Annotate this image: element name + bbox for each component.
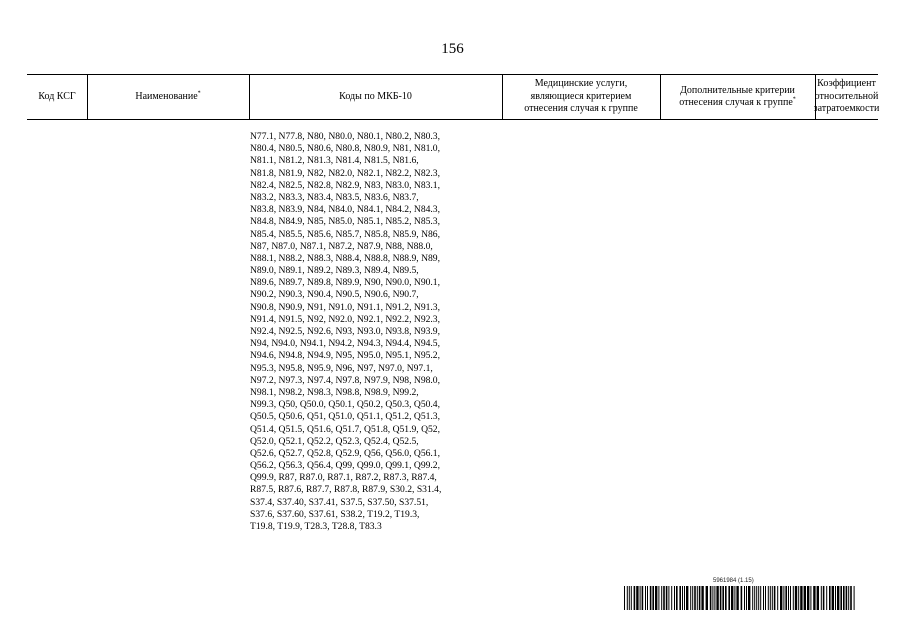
- header-name-label: Наименование: [135, 90, 198, 102]
- icd-code-line: N87, N87.0, N87.1, N87.2, N87.9, N88, N88.0,: [250, 240, 433, 252]
- icd-code-line: N82.4, N82.5, N82.8, N82.9, N83, N83.0, N83.1,: [250, 179, 441, 191]
- icd-code-line: N95.3, N95.8, N95.9, N96, N97, N97.0, N97.1,: [250, 362, 433, 374]
- icd-code-line: R87.5, R87.6, R87.7, R87.8, R87.9, S30.2, S31.4,: [250, 484, 442, 496]
- icd-codes-cell: [250, 131, 480, 533]
- icd-code-line: N83.2, N83.3, N83.4, N83.5, N83.6, N83.7,: [250, 191, 419, 203]
- header-criteria-line: отнесения случая к группе: [679, 97, 793, 108]
- icd-code-line: N80.4, N80.5, N80.6, N80.8, N80.9, N81, N81.0,: [250, 143, 441, 155]
- header-services-line: Медицинские услуги,: [534, 78, 628, 90]
- icd-code-line: N85.4, N85.5, N85.6, N85.7, N85.8, N85.9, N86,: [250, 228, 441, 240]
- icd-code-line: N91.4, N91.5, N92, N92.0, N92.1, N92.2, N92.3,: [250, 313, 441, 325]
- table-header: [27, 74, 878, 120]
- document-id: 5961984 (1.15): [713, 578, 754, 584]
- header-additional-criteria: [660, 75, 815, 119]
- icd-code-line: N89.0, N89.1, N89.2, N89.3, N89.4, N89.5,: [250, 265, 419, 277]
- icd-code-line: N99.3, Q50, Q50.0, Q50.1, Q50.2, Q50.3, Q50.4,: [250, 399, 441, 411]
- icd-code-line: Q51.4, Q51.5, Q51.6, Q51.7, Q51.8, Q51.9, Q52,: [250, 423, 441, 435]
- icd-code-line: N83.8, N83.9, N84, N84.0, N84.1, N84.2, N84.3,: [250, 204, 441, 216]
- header-code-ksg: [27, 75, 87, 119]
- icd-code-line: N81.8, N81.9, N82, N82.0, N82.1, N82.2, N82.3,: [250, 167, 441, 179]
- header-icd-codes: [249, 75, 502, 119]
- icd-code-line: Q52.0, Q52.1, Q52.2, Q52.3, Q52.4, Q52.5,: [250, 435, 419, 447]
- icd-code-line: N81.1, N81.2, N81.3, N81.4, N81.5, N81.6,: [250, 155, 419, 167]
- icd-code-line: N97.2, N97.3, N97.4, N97.8, N97.9, N98, N98.0,: [250, 374, 441, 386]
- icd-code-line: N89.6, N89.7, N89.8, N89.9, N90, N90.0, N90.1,: [250, 277, 441, 289]
- icd-code-line: Q56.2, Q56.3, Q56.4, Q99, Q99.0, Q99.1, Q99.2,: [250, 460, 441, 472]
- header-criteria-mark: *: [792, 96, 796, 103]
- icd-code-line: N88.1, N88.2, N88.3, N88.4, N88.8, N88.9, N89,: [250, 252, 441, 264]
- icd-code-line: Q50.5, Q50.6, Q51, Q51.0, Q51.1, Q51.2, Q51.3,: [250, 411, 441, 423]
- icd-code-line: S37.4, S37.40, S37.41, S37.5, S37.50, S37.51,: [250, 496, 429, 508]
- header-coef-line: Коэффициент: [817, 78, 876, 90]
- icd-code-line: N94.6, N94.8, N94.9, N95, N95.0, N95.1, N95.2,: [250, 350, 441, 362]
- icd-code-line: N77.1, N77.8, N80, N80.0, N80.1, N80.2, N80.3,: [250, 131, 441, 142]
- icd-code-line: N90.2, N90.3, N90.4, N90.5, N90.6, N90.7,: [250, 289, 419, 301]
- header-criteria-line: Дополнительные критерии: [680, 84, 795, 96]
- icd-code-line: Q52.6, Q52.7, Q52.8, Q52.9, Q56, Q56.0, Q56.1,: [250, 447, 441, 459]
- header-services-line: являющиеся критерием: [530, 90, 632, 102]
- header-name-mark: *: [197, 90, 201, 97]
- icd-code-line: N94, N94.0, N94.1, N94.2, N94.3, N94.4, N94.5,: [250, 338, 441, 350]
- icd-code-line: Q99.9, R87, R87.0, R87.1, R87.2, R87.3, R87.4,: [250, 472, 437, 484]
- icd-code-line: T19.8, T19.9, T28.3, T28.8, T83.3: [250, 521, 382, 532]
- header-coef-line: относительной: [814, 90, 879, 102]
- header-coef-line: затратоемкости: [813, 103, 880, 115]
- icd-code-line: N90.8, N90.9, N91, N91.0, N91.1, N91.2, N91.3,: [250, 301, 441, 313]
- icd-code-line: S37.6, S37.60, S37.61, S38.2, T19.2, T19.3,: [250, 508, 420, 520]
- header-medical-services: [502, 75, 660, 119]
- icd-code-line: N84.8, N84.9, N85, N85.0, N85.1, N85.2, N85.3,: [250, 216, 441, 228]
- icd-code-line: N98.1, N98.2, N98.3, N98.8, N98.9, N99.2,: [250, 386, 419, 398]
- header-icd-codes-label: Коды по МКБ-10: [339, 90, 412, 102]
- icd-code-line: N92.4, N92.5, N92.6, N93, N93.0, N93.8, N93.9,: [250, 326, 441, 337]
- page-number: 156: [441, 41, 464, 57]
- barcode-icon: [624, 586, 856, 610]
- header-services-line: отнесения случая к группе: [524, 103, 638, 115]
- header-coefficient: [815, 75, 878, 119]
- header-name: [87, 75, 249, 119]
- header-code-ksg-label: Код КСГ: [38, 90, 76, 102]
